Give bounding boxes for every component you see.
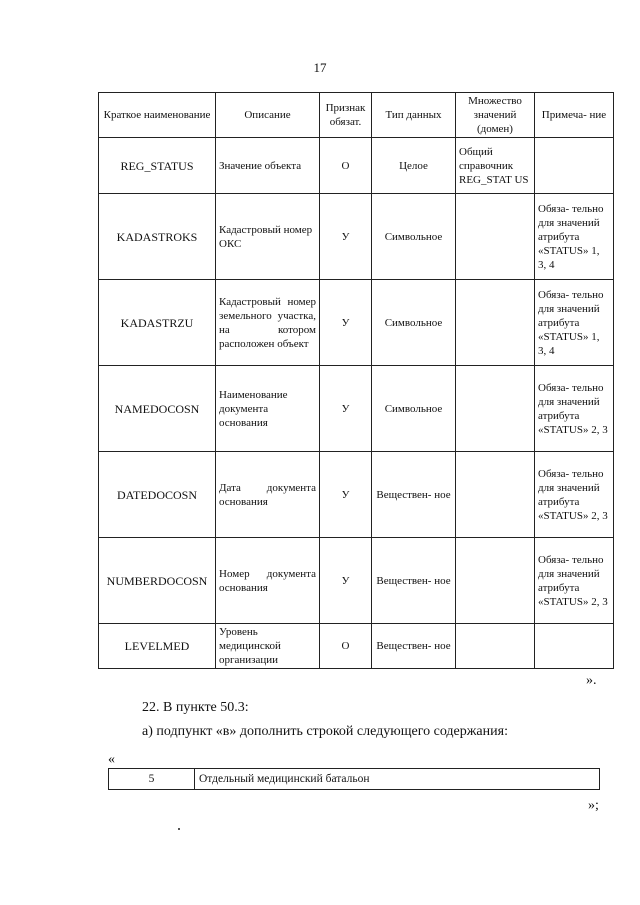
cell-required: У bbox=[320, 366, 372, 452]
cell-code: NAMEDOCOSN bbox=[99, 366, 216, 452]
cell-domain bbox=[456, 624, 535, 669]
section-title: 22. В пункте 50.3: bbox=[142, 700, 249, 715]
cell-description: Дата документа основания bbox=[216, 452, 320, 538]
table-row bbox=[99, 452, 614, 538]
header-data-type: Тип данных bbox=[372, 93, 456, 138]
table-row bbox=[99, 538, 614, 624]
table-header-row bbox=[99, 93, 614, 138]
closing-quote: ». bbox=[586, 673, 597, 688]
cell-domain bbox=[456, 280, 535, 366]
cell-description: Кадастровый номер земельного участка, на котором расположен объект bbox=[216, 280, 320, 366]
cell-code: KADASTROKS bbox=[99, 194, 216, 280]
table-row bbox=[109, 769, 600, 790]
cell-description: Кадастровый номер ОКС bbox=[216, 194, 320, 280]
cell-data-type: Веществен- ное bbox=[372, 624, 456, 669]
cell-note: Обяза- тельно для значений атрибута «STATUS» 2, 3 bbox=[535, 366, 614, 452]
table-row bbox=[99, 194, 614, 280]
added-row-number: 5 bbox=[109, 769, 195, 790]
cell-note: Обяза- тельно для значений атрибута «STATUS» 1, 3, 4 bbox=[535, 194, 614, 280]
cell-data-type: Целое bbox=[372, 138, 456, 194]
table-row bbox=[99, 366, 614, 452]
table-row bbox=[99, 280, 614, 366]
cell-data-type: Символьное bbox=[372, 194, 456, 280]
header-note: Примеча- ние bbox=[535, 93, 614, 138]
cell-required: У bbox=[320, 194, 372, 280]
closing-quote-2: »; bbox=[588, 798, 599, 813]
cell-data-type: Веществен- ное bbox=[372, 452, 456, 538]
cell-note bbox=[535, 624, 614, 669]
cell-required: У bbox=[320, 538, 372, 624]
cell-domain bbox=[456, 452, 535, 538]
table-row bbox=[99, 624, 614, 669]
header-required: Признак обязат. bbox=[320, 93, 372, 138]
subclause-text: а) подпункт «в» дополнить строкой следующего содержания: bbox=[142, 724, 508, 739]
cell-note: Обяза- тельно для значений атрибута «STATUS» 2, 3 bbox=[535, 452, 614, 538]
cell-note bbox=[535, 138, 614, 194]
cell-domain: Общий справочник REG_STAT US bbox=[456, 138, 535, 194]
cell-required: У bbox=[320, 280, 372, 366]
header-domain: Множество значений (домен) bbox=[456, 93, 535, 138]
cell-required: У bbox=[320, 452, 372, 538]
page-number: 17 bbox=[313, 60, 327, 75]
cell-data-type: Символьное bbox=[372, 366, 456, 452]
opening-quote: « bbox=[108, 752, 115, 767]
cell-domain bbox=[456, 366, 535, 452]
cell-code: KADASTRZU bbox=[99, 280, 216, 366]
cell-description: Значение объекта bbox=[216, 138, 320, 194]
cell-description: Уровень медицинской организации bbox=[216, 624, 320, 669]
scan-speck bbox=[178, 828, 180, 830]
cell-domain bbox=[456, 194, 535, 280]
cell-note: Обяза- тельно для значений атрибута «STATUS» 2, 3 bbox=[535, 538, 614, 624]
cell-description: Номер документа основания bbox=[216, 538, 320, 624]
table-row bbox=[99, 138, 614, 194]
cell-note: Обяза- тельно для значений атрибута «STATUS» 1, 3, 4 bbox=[535, 280, 614, 366]
header-description: Описание bbox=[216, 93, 320, 138]
cell-required: О bbox=[320, 624, 372, 669]
attributes-table bbox=[98, 92, 614, 669]
added-row-table bbox=[108, 768, 600, 790]
cell-domain bbox=[456, 538, 535, 624]
cell-code: LEVELMED bbox=[99, 624, 216, 669]
cell-description: Наименование документа основания bbox=[216, 366, 320, 452]
cell-code: NUMBERDOCOSN bbox=[99, 538, 216, 624]
cell-code: DATEDOCOSN bbox=[99, 452, 216, 538]
header-short-name: Краткое наименование bbox=[99, 93, 216, 138]
cell-data-type: Веществен- ное bbox=[372, 538, 456, 624]
cell-required: О bbox=[320, 138, 372, 194]
cell-data-type: Символьное bbox=[372, 280, 456, 366]
cell-code: REG_STATUS bbox=[99, 138, 216, 194]
added-row-text: Отдельный медицинский батальон bbox=[195, 769, 600, 790]
